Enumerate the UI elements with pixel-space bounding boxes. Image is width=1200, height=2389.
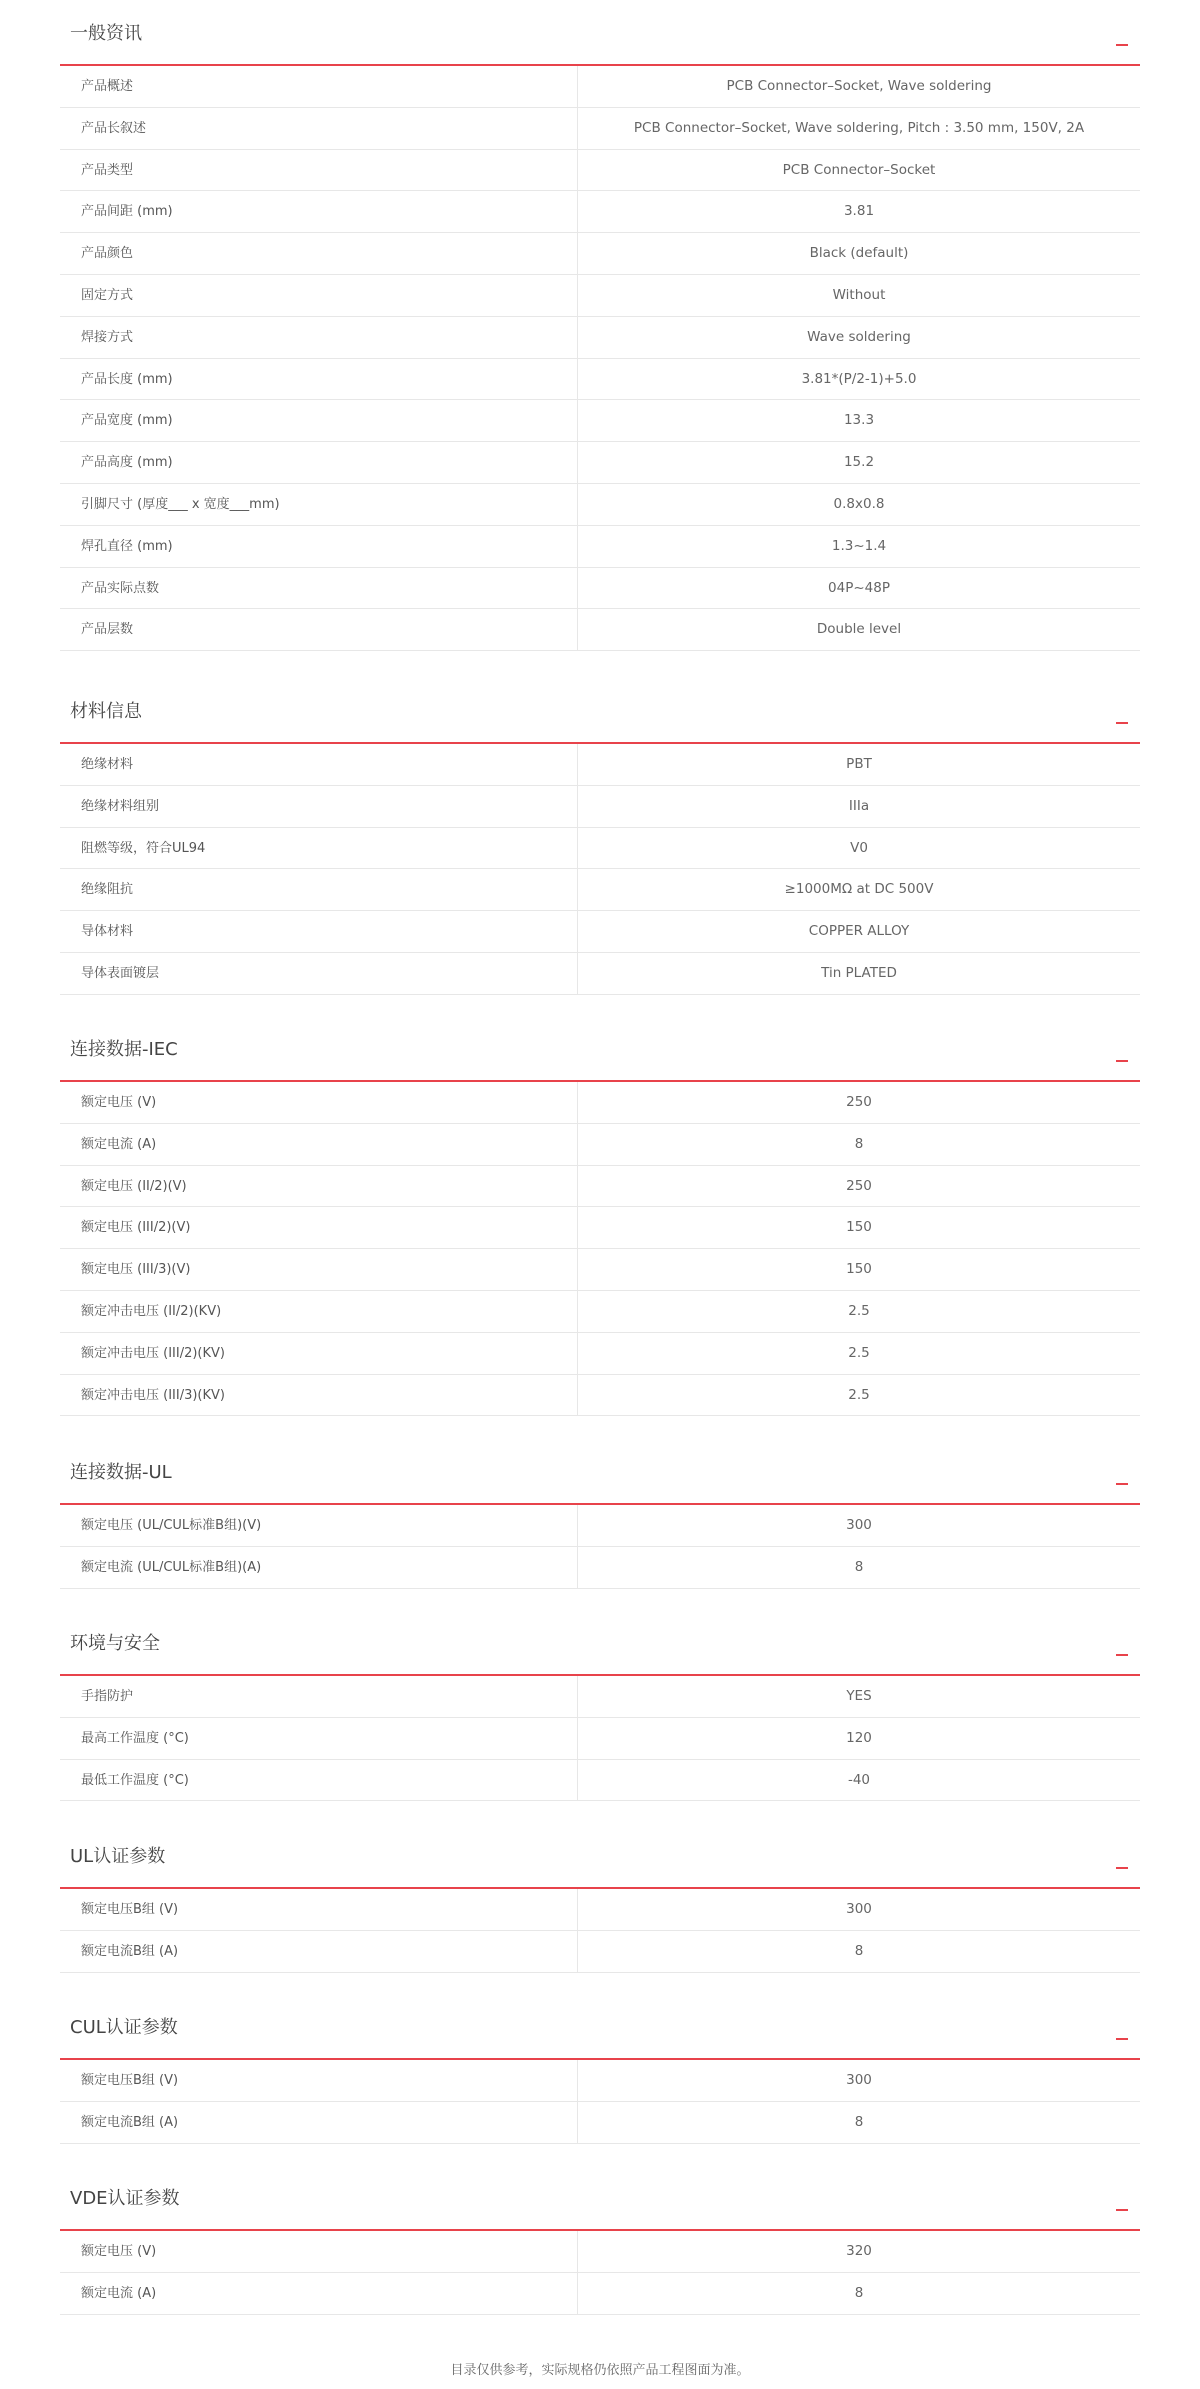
section-title: CUL认证参数	[70, 2017, 178, 2038]
table-row	[60, 1375, 1140, 1417]
section-cul-certification	[60, 1994, 1140, 2144]
row-value: 0.8x0.8	[833, 495, 885, 512]
row-value: ≥1000MΩ at DC 500V	[784, 881, 934, 898]
table-row	[60, 911, 1140, 953]
row-value: 250	[846, 1177, 872, 1194]
row-value: PBT	[846, 756, 872, 772]
footer-disclaimer: 目录仅供参考，实际规格仍依照产品工程图面为准。	[450, 2363, 750, 2378]
row-value: 15.2	[843, 454, 875, 471]
row-label: 手指防护	[60, 1676, 578, 1717]
row-label: 额定电流 (A)	[60, 1124, 578, 1165]
row-label: 引脚尺寸 (厚度___ x 宽度___mm)	[60, 484, 578, 525]
row-label: 额定电压 (III/2)(V)	[60, 1207, 578, 1248]
row-value: -40	[847, 1771, 871, 1788]
table-row	[60, 1291, 1140, 1333]
row-value: PCB Connector–Socket, Wave soldering	[726, 78, 992, 94]
section-header	[60, 1994, 1140, 2060]
row-value: 8	[854, 1942, 864, 1959]
row-label: 额定冲击电压 (III/2)(KV)	[60, 1333, 578, 1374]
section-connection-iec	[60, 1016, 1140, 1416]
section-vde-certification	[60, 2165, 1140, 2315]
row-label: 额定冲击电压 (III/3)(KV)	[60, 1375, 578, 1416]
row-value: 250	[846, 1094, 872, 1110]
table-row	[60, 1249, 1140, 1291]
row-value: Without	[832, 286, 886, 303]
row-label: 额定电压B组 (V)	[60, 1889, 578, 1930]
table-row	[60, 2102, 1140, 2144]
table-row	[60, 1124, 1140, 1166]
row-value: PCB Connector–Socket, Wave soldering, Pitch : 3.50 mm, 150V, 2A	[633, 119, 1085, 136]
table-row	[60, 442, 1140, 484]
table-row	[60, 1207, 1140, 1249]
row-label: 额定电压 (V)	[60, 2231, 578, 2272]
table-row	[60, 2231, 1140, 2273]
row-value: Tin PLATED	[821, 964, 897, 981]
row-value: 120	[846, 1729, 872, 1746]
row-label: 产品层数	[60, 609, 578, 650]
table-row	[60, 1676, 1140, 1718]
table-row	[60, 2273, 1140, 2315]
table-row	[60, 1718, 1140, 1760]
table-row	[60, 744, 1140, 786]
row-value: 1.3~1.4	[831, 537, 887, 554]
row-label: 最低工作温度 (°C)	[60, 1760, 578, 1801]
row-label: 导体表面镀层	[60, 953, 578, 994]
table-row	[60, 609, 1140, 651]
spec-table	[60, 1505, 1140, 1589]
spec-table	[60, 1889, 1140, 1973]
row-label: 焊孔直径 (mm)	[60, 526, 578, 567]
spec-table	[60, 2231, 1140, 2315]
section-title: 环境与安全	[70, 1633, 160, 1654]
row-label: 产品实际点数	[60, 568, 578, 609]
row-value: 2.5	[848, 1302, 870, 1319]
row-value: 13.3	[843, 412, 875, 429]
collapse-icon[interactable]	[1116, 2197, 1128, 2211]
row-value: 300	[846, 1901, 872, 1917]
section-title: 一般资讯	[70, 23, 142, 44]
row-value: 8	[854, 2284, 864, 2301]
section-header	[60, 1439, 1140, 1505]
collapse-icon[interactable]	[1116, 1855, 1128, 1869]
row-label: 产品长度 (mm)	[60, 359, 578, 400]
table-row	[60, 1082, 1140, 1124]
table-row	[60, 568, 1140, 610]
table-row	[60, 1760, 1140, 1802]
section-ul-certification	[60, 1823, 1140, 1973]
spec-table	[60, 2060, 1140, 2144]
row-label: 绝缘材料组别	[60, 786, 578, 827]
row-value: PCB Connector–Socket	[782, 161, 936, 178]
row-label: 额定电流 (A)	[60, 2273, 578, 2314]
row-value: 3.81*(P/2-1)+5.0	[801, 370, 917, 387]
row-label: 最高工作温度 (°C)	[60, 1718, 578, 1759]
table-row	[60, 359, 1140, 401]
table-row	[60, 1547, 1140, 1589]
section-title: VDE认证参数	[70, 2188, 180, 2209]
section-connection-ul	[60, 1439, 1140, 1589]
row-value: IIIa	[848, 797, 870, 814]
row-value: Black (default)	[809, 245, 909, 262]
row-label: 额定电压B组 (V)	[60, 2060, 578, 2101]
collapse-icon[interactable]	[1116, 1048, 1128, 1062]
row-label: 产品间距 (mm)	[60, 191, 578, 232]
table-row	[60, 66, 1140, 108]
row-label: 产品颜色	[60, 233, 578, 274]
row-label: 产品概述	[60, 66, 578, 107]
row-label: 额定电压 (UL/CUL标准B组)(V)	[60, 1505, 578, 1546]
section-header	[60, 1823, 1140, 1889]
row-value: 04P~48P	[828, 579, 890, 596]
table-row	[60, 108, 1140, 150]
table-row	[60, 786, 1140, 828]
row-value: Wave soldering	[807, 328, 911, 345]
section-header	[60, 678, 1140, 744]
table-row	[60, 1333, 1140, 1375]
collapse-icon[interactable]	[1116, 710, 1128, 724]
row-label: 导体材料	[60, 911, 578, 952]
table-row	[60, 2060, 1140, 2102]
table-row	[60, 317, 1140, 359]
row-value: Double level	[816, 621, 902, 638]
table-row	[60, 484, 1140, 526]
row-label: 绝缘材料	[60, 744, 578, 785]
section-general-info	[60, 0, 1140, 651]
spec-table	[60, 1676, 1140, 1801]
section-header	[60, 1610, 1140, 1676]
spec-table	[60, 1082, 1140, 1416]
table-row	[60, 275, 1140, 317]
row-value: 8	[854, 1135, 864, 1152]
row-value: V0	[850, 839, 868, 856]
spec-table	[60, 744, 1140, 995]
table-row	[60, 1889, 1140, 1931]
table-row	[60, 869, 1140, 911]
row-value: 2.5	[848, 1344, 870, 1361]
row-label: 额定电压 (II/2)(V)	[60, 1166, 578, 1207]
section-title: 材料信息	[70, 701, 142, 722]
section-material-info	[60, 678, 1140, 995]
row-label: 额定电压 (V)	[60, 1082, 578, 1123]
section-header	[60, 1016, 1140, 1082]
section-title: 连接数据-UL	[70, 1462, 172, 1483]
collapse-icon[interactable]	[1116, 32, 1128, 46]
row-label: 绝缘阻抗	[60, 869, 578, 910]
table-row	[60, 953, 1140, 995]
row-label: 阻燃等级，符合UL94	[60, 828, 578, 869]
row-value: YES	[846, 1688, 872, 1704]
row-label: 产品高度 (mm)	[60, 442, 578, 483]
row-value: 2.5	[848, 1386, 870, 1403]
table-row	[60, 400, 1140, 442]
table-row	[60, 191, 1140, 233]
section-header	[60, 0, 1140, 66]
row-label: 额定电流 (UL/CUL标准B组)(A)	[60, 1547, 578, 1588]
table-row	[60, 1931, 1140, 1973]
row-value: 8	[854, 2113, 864, 2130]
table-row	[60, 828, 1140, 870]
table-row	[60, 1166, 1140, 1208]
table-row	[60, 233, 1140, 275]
table-row	[60, 150, 1140, 192]
row-label: 额定电流B组 (A)	[60, 2102, 578, 2143]
section-title: 连接数据-IEC	[70, 1039, 178, 1060]
section-title: UL认证参数	[70, 1846, 166, 1867]
section-environment-safety	[60, 1610, 1140, 1801]
row-value: 300	[846, 1517, 872, 1533]
row-label: 额定电流B组 (A)	[60, 1931, 578, 1972]
row-value: 8	[854, 1558, 864, 1575]
spec-table	[60, 66, 1140, 651]
table-row	[60, 526, 1140, 568]
row-value: 300	[846, 2072, 872, 2088]
table-row	[60, 1505, 1140, 1547]
row-label: 产品宽度 (mm)	[60, 400, 578, 441]
row-value: 3.81	[843, 203, 875, 220]
row-label: 焊接方式	[60, 317, 578, 358]
row-value: 150	[846, 1261, 872, 1278]
row-label: 固定方式	[60, 275, 578, 316]
section-header	[60, 2165, 1140, 2231]
row-value: 320	[846, 2243, 872, 2259]
row-label: 产品长叙述	[60, 108, 578, 149]
row-value: 150	[846, 1219, 872, 1236]
collapse-icon[interactable]	[1116, 2026, 1128, 2040]
collapse-icon[interactable]	[1116, 1642, 1128, 1656]
row-label: 额定冲击电压 (II/2)(KV)	[60, 1291, 578, 1332]
row-label: 额定电压 (III/3)(V)	[60, 1249, 578, 1290]
row-label: 产品类型	[60, 150, 578, 191]
row-value: COPPER ALLOY	[808, 923, 910, 940]
collapse-icon[interactable]	[1116, 1471, 1128, 1485]
